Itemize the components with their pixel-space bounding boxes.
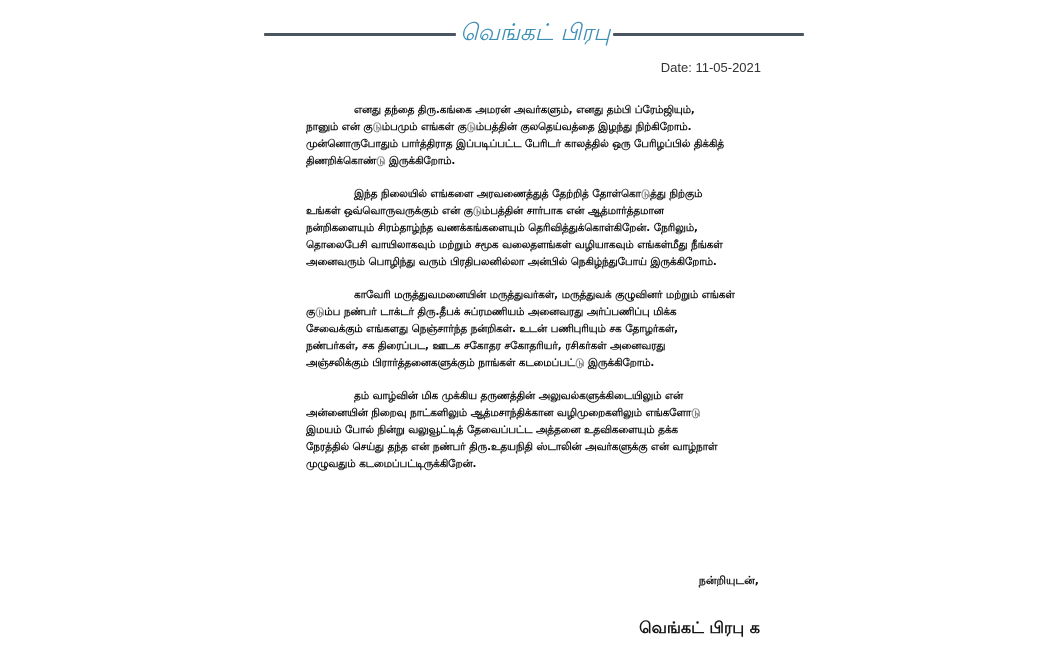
letter-paragraph-2: இந்த நிலையில் எங்களை அரவணைத்துத் தேற்றித் தோள்கொடுத்து நிற்கும் உங்கள் ஒவ்வொருவருக்கும் என் குடும்பத்தின் சார்பாக என் ஆத்மார்த்தமான நன்றிகளையும் சிரம்தாழ்ந்த வணக்கங்களையும் தெரிவித்துக்கொள்கிறேன். நேரிலும், தொலைபேசி வாயிலாகவும் மற்றும் சமூக வலைதளங்கள் வழியாகவும் எங்கள்மீது நீங்கள் அனைவரும் பொழிந்து வரும் பிரதிபலனில்லா அன்பில் நெகிழ்ந்துபோய் இருக்கிறோம்.: [306, 188, 723, 268]
letter-paragraph-3: காவேரி மருத்துவமனையின் மருத்துவர்கள், மருத்துவக் குழுவினர் மற்றும் எங்கள் குடும்ப நண்பர் டாக்டர் திரு.தீபக் சுப்ரமணியம் அனைவரது அர்ப்பணிப்பு மிக்க சேவைக்கும் எங்களது நெஞ்சார்ந்த நன்றிகள். உடன் பணிபுரியும் சக தோழர்கள், நண்பர்கள், சக திரைப்பட, ஊடக சகோதர சகோதரியர், ரசிகர்கள் அனைவரது அஞ்சலிக்கும் பிரார்த்தனைகளுக்கும் நாங்கள் கடமைப்பட்டு இருக்கிறோம்.: [306, 289, 735, 369]
letterhead-rule-left: [264, 33, 456, 36]
letterhead-name: வெங்கட் பிரபு: [460, 20, 611, 46]
letterhead: [264, 14, 804, 56]
letter-date: Date: 11-05-2021: [660, 60, 761, 75]
letter-closing: நன்றியுடன்,: [698, 574, 759, 587]
letter-body: [306, 102, 762, 489]
letter-signature: வெங்கட் பிரபு க: [639, 618, 760, 637]
letter-paragraph-4: தம் வாழ்வின் மிக முக்கிய தருணத்தின் அலுவல்களுக்கிடையிலும் என் அன்னையின் நிறைவு நாட்களிலும் ஆத்மசாந்திக்கான வழிமுறைகளிலும் எங்களோடு இமயம் போல் நின்று வலுவூட்டித் தேவைப்பட்ட அத்தனை உதவிகளையும் தக்க நேரத்தில் செய்து தந்த என் நண்பர் திரு.உதயநிதி ஸ்டாலின் அவர்களுக்கு என் வாழ்நாள் முழுவதும் கடமைப்பட்டிருக்கிறேன்.: [306, 390, 718, 470]
letterhead-rule-right: [613, 33, 804, 36]
letter-paragraph-1: எனது தந்தை திரு.கங்கை அமரன் அவர்களும், எனது தம்பி ப்ரேம்ஜியும், நானும் என் குடும்பமும் எங்கள் குடும்பத்தின் குலதெய்வத்தை இழந்து நிற்கிறோம். முன்னொருபோதும் பார்த்திராத இப்படிப்பட்ட பேரிடர் காலத்தில் ஒரு பேரிழப்பில் திக்கித் திணறிக்கொண்டு இருக்கிறோம்.: [306, 104, 724, 167]
